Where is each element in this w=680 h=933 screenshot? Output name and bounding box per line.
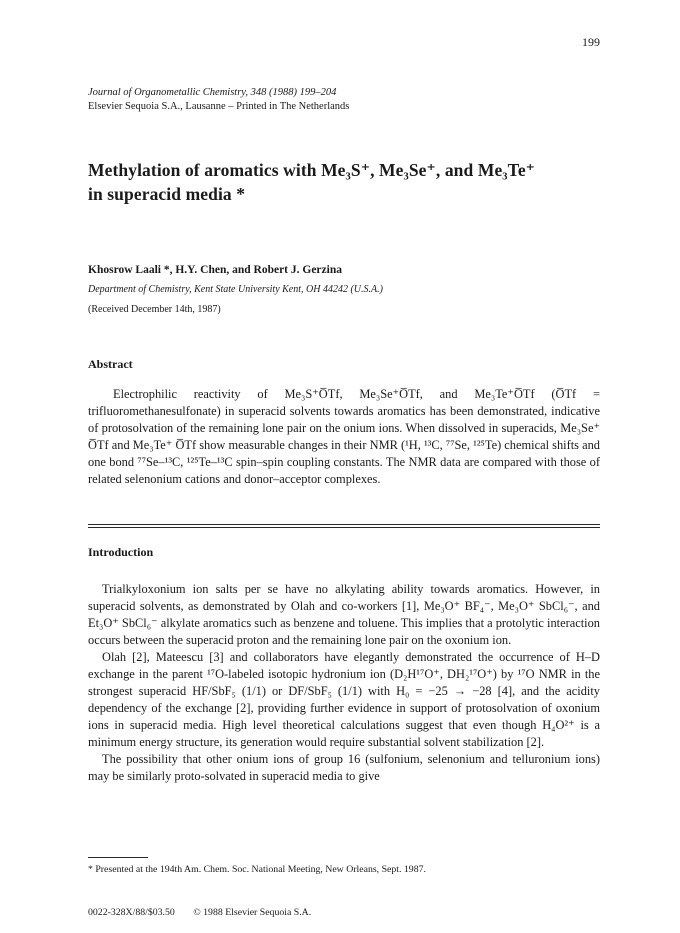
divider-rule: [88, 527, 600, 528]
introduction-text: [88, 581, 600, 785]
page-footer: [88, 907, 327, 918]
footnote: * Presented at the 194th Am. Chem. Soc. National Meeting, New Orleans, Sept. 1987.: [88, 864, 426, 875]
introduction-heading: Introduction: [88, 545, 154, 559]
article-title: [88, 158, 608, 206]
paragraph: Olah [2], Mateescu [3] and collaborators have elegantly demonstrated the occurrence of H–D exchange in the parent ¹⁷O-labeled isotopic hydronium ion (D₂H¹⁷O⁺, DH₂¹⁷O⁺) by ¹⁷O NMR in the strongest superacid HF/SbF₅ (1/1) or DF/SbF₅ (1/1) with H₀ = −25 → −28 [4], and the acidity dependency of the exchange [2], providing further evidence in support of protosolvation of oxonium ions in superacid media. High level theoretical calculations suggest that even though H₄O²⁺ is a minimum energy structure, its generation would require substantial solvent stabilization [2].: [88, 650, 600, 749]
issn-code: 0022-328X/88/$03.50: [88, 907, 175, 918]
copyright: © 1988 Elsevier Sequoia S.A.: [193, 907, 312, 918]
abstract-content: Electrophilic reactivity of Me₃S⁺O̅Tf, Me₃Se⁺O̅Tf, and Me₃Te⁺O̅Tf (O̅Tf = trifluoromethanesulfonate) in superacid solvents towards aromatics has been demonstrated, indicative of protosolvation of the remaining lone pair on the onium ions. When dissolved in superacids, Me₃Se⁺ O̅Tf and Me₃Te⁺ O̅Tf show measurable changes in their NMR (¹H, ¹³C, ⁷⁷Se, ¹²⁵Te) chemical shifts and one bond ⁷⁷Se–¹³C, ¹²⁵Te–¹³C spin–spin coupling constants. The NMR data are compared with those of related selenonium cations and donor–acceptor complexes.: [88, 387, 600, 487]
divider-rule: [88, 524, 600, 525]
abstract-text: [88, 386, 600, 489]
journal-header: [88, 86, 349, 114]
title-line-1: Methylation of aromatics with Me₃S⁺, Me₃Se⁺, and Me₃Te⁺: [88, 160, 536, 180]
title-line-2: in superacid media *: [88, 184, 246, 204]
paragraph: Trialkyloxonium ion salts per se have no alkylating ability towards aromatics. However, in superacid solvents, as demonstrated by Olah and co-workers [1], Me₃O⁺ BF₄⁻, Me₃O⁺ SbCl₆⁻, and Et₃O⁺ SbCl₆⁻ alkylate aromatics such as benzene and toluene. This implies that a protolytic interaction occurs between the superacid proton and the remaining lone pair on the oxonium ion.: [88, 582, 600, 647]
affiliation: Department of Chemistry, Kent State University Kent, OH 44242 (U.S.A.): [88, 284, 383, 295]
journal-citation: Journal of Organometallic Chemistry, 348 (1988) 199–204: [88, 87, 337, 98]
footnote-rule: [88, 857, 148, 858]
page-number: 199: [582, 35, 600, 49]
authors: Khosrow Laali *, H.Y. Chen, and Robert J. Gerzina: [88, 264, 342, 276]
paragraph: The possibility that other onium ions of group 16 (sulfonium, selenonium and telluronium ions) may be similarly proto-solvated in superacid media to give: [88, 752, 600, 783]
publisher-line: Elsevier Sequoia S.A., Lausanne – Printed in The Netherlands: [88, 101, 350, 112]
abstract-heading: Abstract: [88, 357, 133, 371]
received-date: (Received December 14th, 1987): [88, 304, 221, 315]
